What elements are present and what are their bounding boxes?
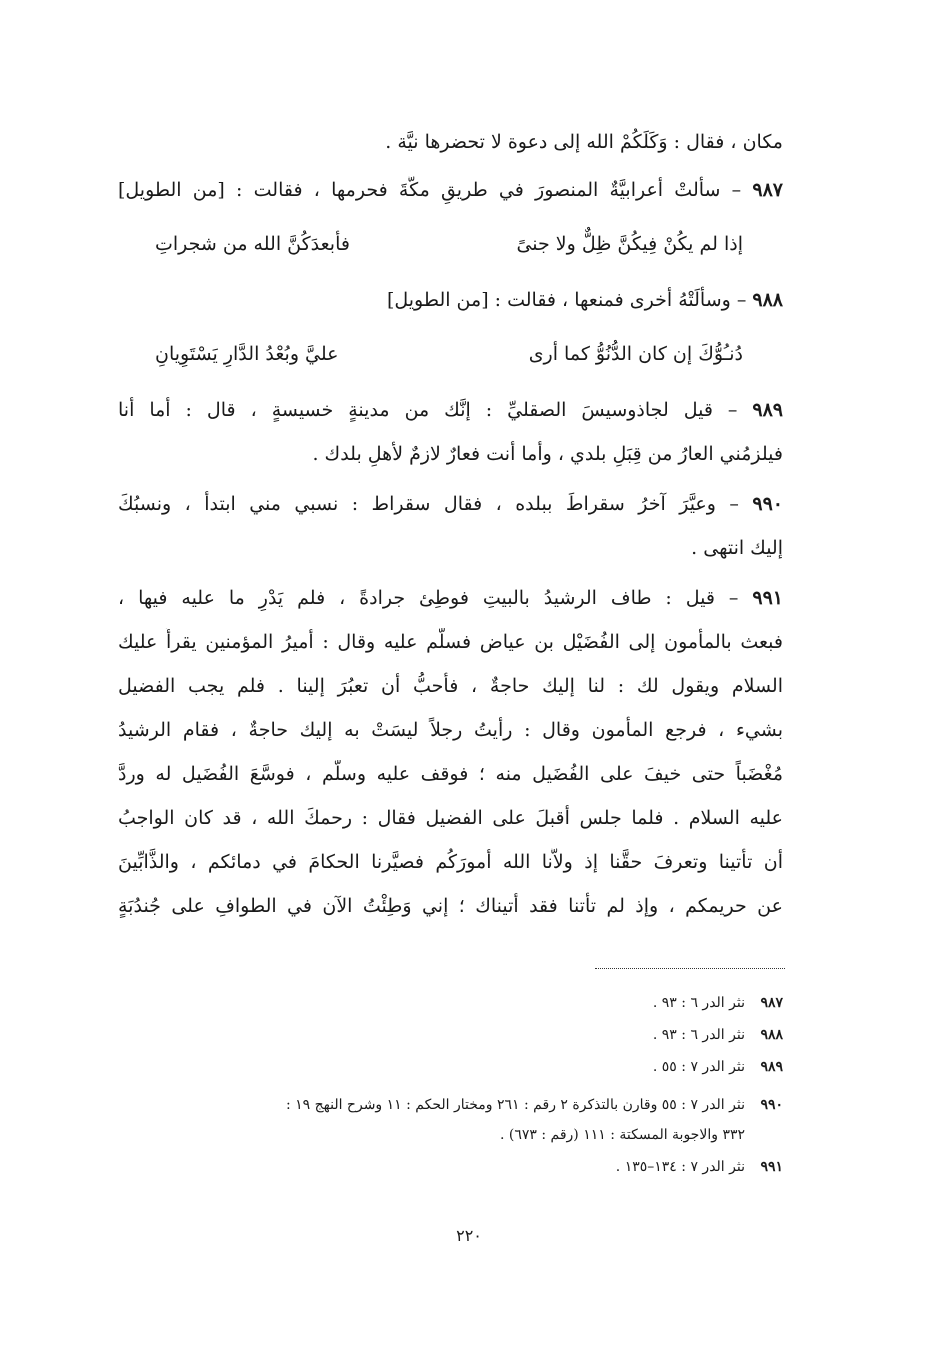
entry-number: ٩٨٩ — [752, 399, 783, 421]
entry-991-line — [118, 628, 783, 656]
entry-989-line — [118, 396, 783, 424]
footnote-number: ٩٨٨ — [760, 1027, 783, 1043]
footnote-text: نثر الدر ٦ : ٩٣ . — [652, 995, 745, 1011]
entry-text: – سألتْ أعرابيَّةٌ المنصورَ في طريقِ مكَّةَ فحرمها ، فقالت : [من الطويل] — [118, 179, 753, 201]
entry-text: أن تأتينا وتعرفَ حقَّنا إذ ولاَّنا الله أمورَكُم فصيَّرنا الحكامَ في دمائكم ، والذَّابِّينَ — [118, 851, 783, 873]
entry-number: ٩٨٨ — [752, 289, 783, 311]
footnote-divider — [595, 968, 785, 969]
text-line — [118, 128, 783, 156]
footnote-number: ٩٨٧ — [760, 995, 783, 1011]
footnote-990-cont — [500, 1124, 745, 1146]
entry-987-heading — [118, 176, 783, 204]
footnote-text: نثر الدر ٧ : ٥٥ . — [652, 1059, 745, 1075]
entry-number: ٩٩١ — [752, 587, 783, 609]
footnote-text: نثر الدر ٧ : ٥٥ وقارن بالتذكرة ٢ رقم : ٢٦١ ومختار الحكم : ١١ وشرح النهج ١٩ : — [285, 1097, 745, 1113]
entry-991-line — [118, 672, 783, 700]
footnote-989 — [653, 1056, 783, 1078]
entry-text: – وعيَّرَ آخرُ سقراطَ ببلده ، فقال سقراط : نسبي مني ابتدأ ، ونسبُكَ — [118, 493, 753, 515]
entry-text: فبعث بالمأمون إلى الفُضَيْل بن عياض فسلَّم عليه وقال : أميرُ المؤمنين يقرأُ عليك — [118, 631, 783, 653]
entry-text: – قيل لجاذوسيسَ الصقليِّ : إنَّك من مدينةٍ خسيسةٍ ، قال : أما أنا — [118, 399, 753, 421]
entry-text: فيلزمُني العارُ من قِبَلِ بلدي ، وأما أنت فعارٌ لازمٌ لأهلِ بلدك . — [312, 443, 783, 465]
entry-text: عليه السلام . فلما جلس أقبلَ على الفضيل فقال : رحمكَ الله ، قد كان الواجبُ — [118, 807, 783, 829]
entry-991-line — [118, 716, 783, 744]
footnote-number: ٩٩١ — [760, 1159, 783, 1175]
entry-number: ٩٨٧ — [752, 179, 783, 201]
entry-text: مُغْضَباً حتى خيفَ على الفُضَيل منه ؛ فوقف عليه وسلَّم ، فوسَّعَ الفُضَيل له وردَّ — [118, 763, 783, 785]
entry-990-line — [118, 490, 783, 518]
text-line-content: مكان ، فقال : وَكَلَكُمْ الله إلى دعوة لا تحضرها نيَّة . — [385, 131, 783, 153]
footnote-number: ٩٩٠ — [760, 1097, 783, 1113]
entry-text: عن حريمكم ، وإذ لم تأتنا فقد أتيناك ؛ إني وَطِئْتُ الآن في الطوافِ على جُندُبَةٍ — [118, 895, 783, 917]
entry-991-line — [118, 848, 783, 876]
footnote-text: نثر الدر ٧ : ١٣٤–١٣٥ . — [615, 1159, 745, 1175]
entry-text: – قيل : طاف الرشيدُ بالبيتِ فوطِئ جرادةً ، فلم يَدْرِ ما عليه فيها ، — [118, 587, 753, 609]
entry-990-line — [118, 534, 783, 562]
footnote-990 — [286, 1094, 783, 1116]
footnote-988 — [653, 1024, 783, 1046]
footnote-991 — [616, 1156, 783, 1178]
footnote-number: ٩٨٩ — [760, 1059, 783, 1075]
verse-hemistich-1: دُنـُوُّكَ إن كان الدُّنُوُّ كما أرى — [528, 343, 743, 365]
entry-text: بشيء ، فرجع المأمون وقال : رأيتُ رجلاً ليسَتْ به إليك حاجةٌ ، فقام الرشيدُ — [118, 719, 783, 741]
verse-hemistich-1: إذا لم يكُنْ فِيكُنَّ ظِلٌّ ولا جنىً — [516, 233, 743, 255]
footnote-987 — [653, 992, 783, 1014]
entry-989-line — [118, 440, 783, 468]
entry-991-line — [118, 892, 783, 920]
entry-991-line — [118, 804, 783, 832]
entry-number: ٩٩٠ — [752, 493, 783, 515]
entry-991-line — [118, 760, 783, 788]
verse-hemistich-2: عليَّ وبُعْدُ الدَّارِ يَسْتَوِيانِ — [155, 343, 339, 365]
entry-text: السلام ويقول لك : لنا إليك حاجةٌ ، فأُحبُّ أن تعبُرَ إلينا . فلم يجب الفضيل — [118, 675, 783, 697]
entry-991-line — [118, 584, 783, 612]
footnote-text: نثر الدر ٦ : ٩٣ . — [652, 1027, 745, 1043]
verse-hemistich-2: فأبعدَكُنَّ الله من شجراتِ — [155, 233, 350, 255]
footnote-text: ٣٣٢ والاجوبة المسكتة : ١١١ (رقم : ٦٧٣) . — [499, 1127, 745, 1143]
entry-988-heading — [118, 286, 783, 314]
page-number: ٢٢٠ — [456, 1226, 482, 1245]
entry-text: إليك انتهى . — [691, 537, 783, 559]
entry-text: – وسألَتْهُ أخرى فمنعها ، فقالت : [من الطويل] — [386, 289, 753, 311]
